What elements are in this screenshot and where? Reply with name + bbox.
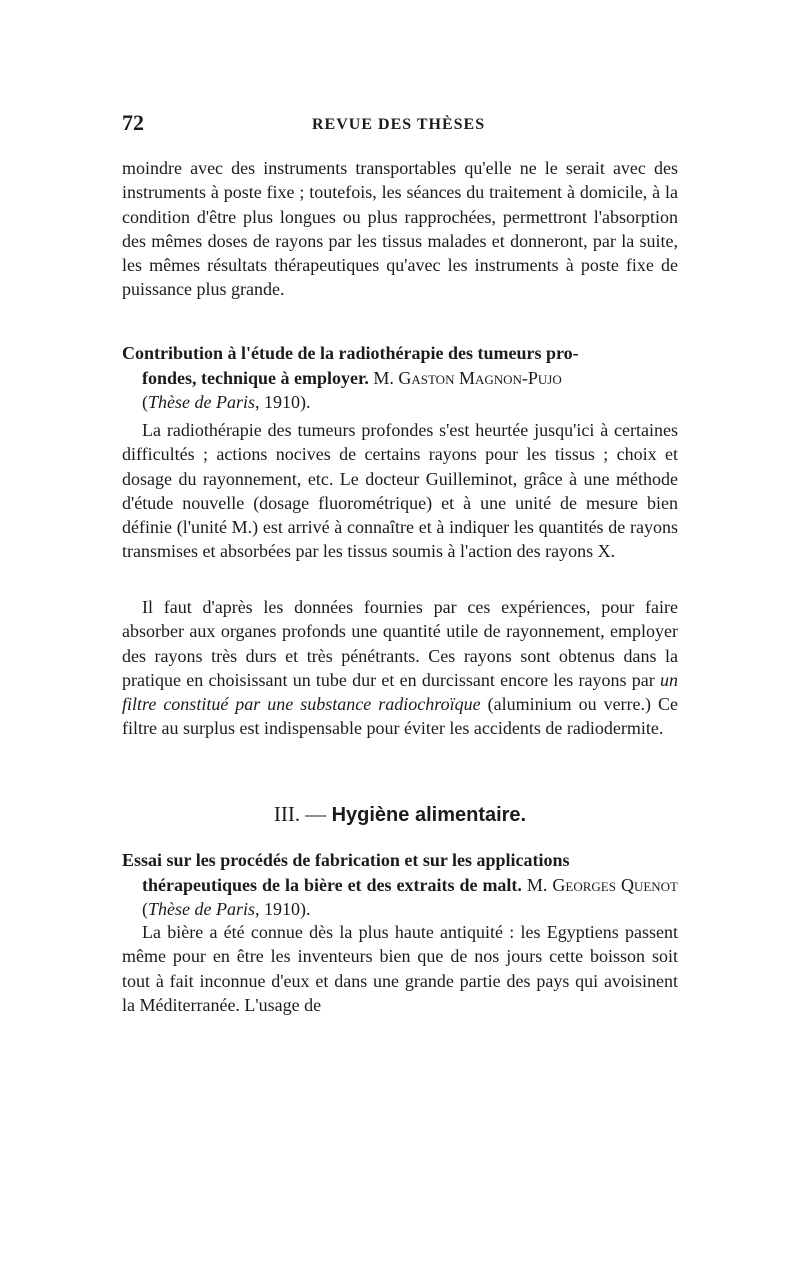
author-name: Georges Quenot	[552, 874, 679, 895]
author-prefix: M.	[373, 367, 394, 388]
paragraph-radiotherapy-intro: La radiothérapie des tumeurs profondes s'est heurtée jusqu'ici à certaines difficultés ; actions nocives de certains rayons pour les tissus ; choix et dosage du rayonnement, etc. Le docteur Guilleminot, grâce à une méthode d'étude nouvelle (dosage fluorométrique) et à une unité de mesure bien définie (l'unité M.) est arrivé à connaître et à indiquer les quantités de rayons transmises et absorbées par les tissus soumis à l'action des rayons X.	[122, 420, 678, 562]
entry-title-line2: fondes, technique à employer.	[142, 367, 369, 388]
paragraph-italic-phrase: un filtre constitué par une substance radiochroïque	[122, 669, 679, 715]
section-heading	[122, 802, 678, 827]
paragraph-beer-history: La bière a été connue dès la plus haute antiquité : les Egyptiens passent même pour en être les inventeurs bien que de nos jours cette boisson soit tout à fait inconnue d'eux et dans une grande partie des pays qui avoisinent la Méditerranée. L'usage de	[122, 922, 678, 1015]
thesis-entry-heading-beer	[122, 848, 678, 922]
journal-title: REVUE DES THÈSES	[312, 116, 486, 133]
section-title: Hygiène alimentaire.	[331, 804, 527, 826]
entry-title-line1: Essai sur les procédés de fabrication et sur les applications	[122, 850, 570, 870]
citation-year: 1910	[264, 392, 300, 412]
entry-title-line2: thérapeutiques de la bière et des extraits de malt.	[142, 874, 522, 895]
paragraph-continuation: moindre avec des instruments transportables qu'elle ne le serait avec des instruments à poste fixe ; toutefois, les séances du traitement à domicile, à la condition d'être plus longues ou plus rapprochées, permettront l'absorption des mêmes doses de rayons par les tissus malades et donneront, par la suite, les mêmes résultats thérapeutiques qu'avec les instruments à poste fixe de puissance plus grande.	[122, 158, 678, 300]
running-head	[122, 110, 682, 140]
paragraph-text-part1: Il faut d'après les données fournies par ces expériences, pour faire absorber aux organes profonds une quantité utile de rayonnement, employer des rayons très durs et très pénétrants. Ces rayons sont obtenus dans la pratique en choisissant un tube dur et en durcissant encore les rayons par	[122, 597, 678, 690]
entry-title-continuation: fondes, technique à employer. M. Gaston Magnon-Pujo (Thèse de Paris, 1910).	[142, 367, 562, 412]
thesis-entry-heading-radiotherapy	[122, 341, 678, 415]
author-name: Gaston Magnon-Pujo	[398, 367, 562, 388]
entry-title-continuation: thérapeutiques de la bière et des extraits de malt. M. Georges Quenot (Thèse de Paris, 1910).	[142, 874, 679, 919]
entry-title-line1: Contribution à l'étude de la radiothérapie des tumeurs pro-	[122, 343, 579, 363]
citation-source: Thèse de Paris	[148, 392, 255, 412]
citation-year: 1910	[264, 899, 300, 919]
section-number: III. —	[273, 802, 327, 826]
author-prefix: M.	[526, 874, 548, 895]
paragraph-text-part2: (aluminium ou verre.) Ce filtre au surplus est indispensable pour éviter les accidents de radiodermite.	[122, 694, 679, 739]
paragraph-radiotherapy-filter	[122, 595, 678, 741]
citation-source: Thèse de Paris	[148, 899, 255, 919]
page-number: 72	[122, 110, 144, 135]
